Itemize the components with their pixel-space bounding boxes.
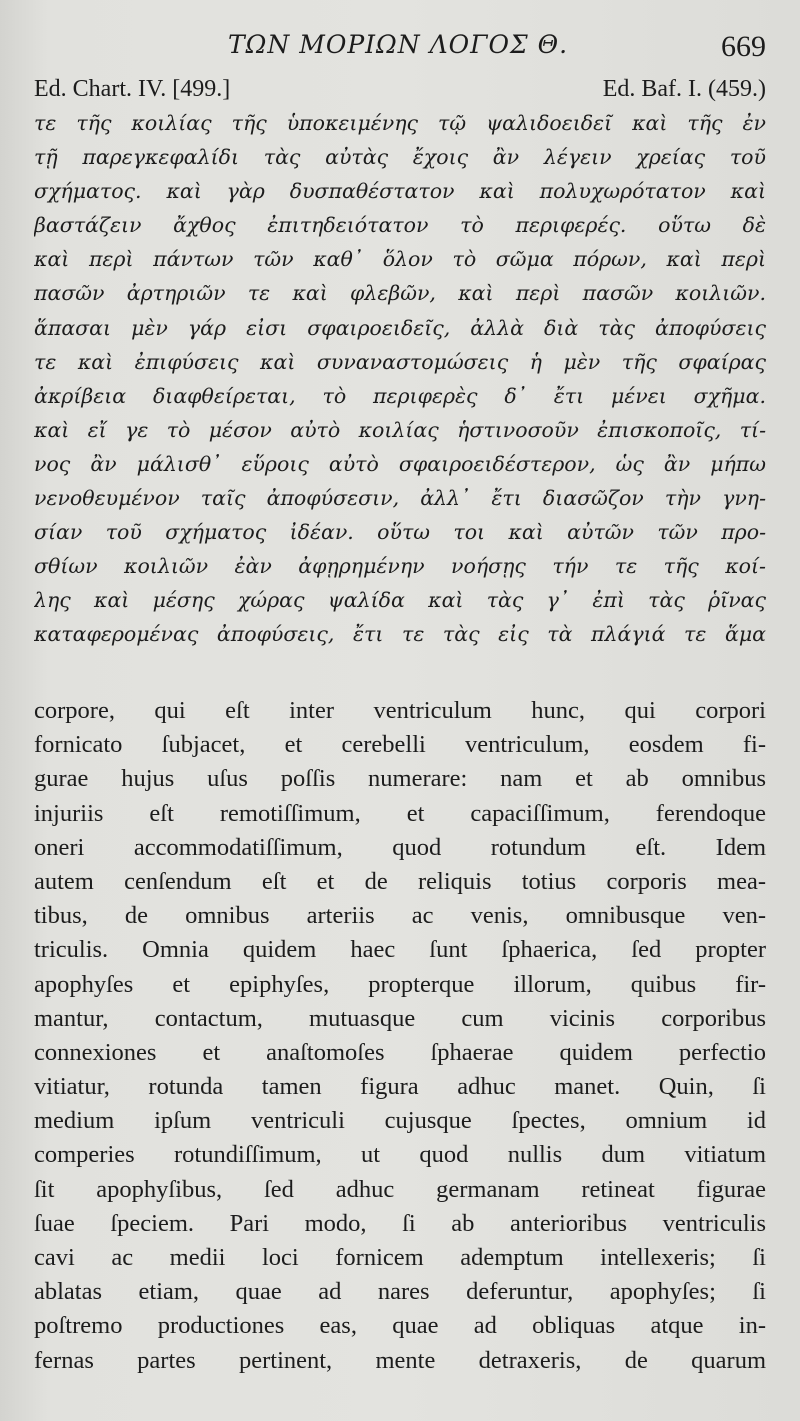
latin-line: corpore, qui eſt inter ventriculum hunc, qui corpori	[34, 697, 766, 724]
latin-line: medium ipſum ventriculi cujusque ſpectes, omnium id	[34, 1107, 766, 1135]
latin-line: connexiones et anaſtomoſes ſphaerae quidem perfectio	[34, 1038, 766, 1066]
latin-text-block	[34, 694, 766, 1378]
latin-line: gurae hujus uſus poſſis numerare: nam et ab omnibus	[34, 765, 766, 793]
edition-reference-basel: Ed. Baf. I. (459.)	[602, 76, 766, 102]
greek-line: σίαν τοῦ σχήματος ἰδέαν. οὕτω τοι καὶ αὐτῶν τῶν προ-	[34, 520, 766, 545]
greek-line: νενοθευμένον ταῖς ἀποφύσεσιν, ἀλλ᾽ ἔτι διασῶζον τὴν γνη-	[34, 486, 766, 511]
edition-reference-chartier: Ed. Chart. IV. [499.]	[34, 76, 231, 102]
greek-line: τῇ παρεγκεφαλίδι τὰς αὐτὰς ἔχοις ἂν λέγειν χρείας τοῦ	[34, 145, 766, 170]
latin-line: fernas partes pertinent, mente detraxeris, de quarum	[34, 1346, 766, 1374]
greek-line: βαστάζειν ἄχθος ἐπιτηδειότατον τὸ περιφερές. οὕτω δὲ	[34, 213, 766, 238]
latin-line: ſit apophyſibus, ſed adhuc germanam retineat figurae	[34, 1175, 766, 1203]
greek-line: λης καὶ μέσης χώρας ψαλίδα καὶ τὰς γ᾽ ἐπὶ τὰς ῥῖνας	[34, 588, 766, 613]
page-header	[0, 28, 800, 68]
latin-line: ſuae ſpeciem. Pari modo, ſi ab anterioribus ventriculis	[34, 1209, 766, 1237]
latin-line: comperies rotundiſſimum, ut quod nullis dum vitiatum	[34, 1141, 766, 1169]
latin-line: ablatas etiam, quae ad nares deferuntur, apophyſes; ſi	[34, 1278, 766, 1306]
greek-line: ἅπασαι μὲν γάρ εἰσι σφαιροειδεῖς, ἀλλὰ διὰ τὰς ἀποφύσεις	[34, 315, 766, 340]
page-number: 669	[721, 30, 766, 63]
latin-line: cavi ac medii loci fornicem ademptum intellexeris; ſi	[34, 1244, 766, 1271]
latin-line: oneri accommodatiſſimum, quod rotundum eſt. Idem	[34, 833, 766, 861]
greek-line: τε τῆς κοιλίας τῆς ὑποκειμένης τῷ ψαλιδοειδεῖ καὶ τῆς ἐν	[34, 111, 766, 135]
greek-text-block	[34, 106, 766, 652]
latin-line: fornicato ſubjacet, et cerebelli ventriculum, eosdem fi-	[34, 731, 766, 759]
running-title: ΤΩΝ ΜΟΡΙΩΝ ΛΟΓΟΣ Θ.	[228, 30, 569, 59]
greek-line: νος ἂν μάλισθ᾽ εὕροις αὐτὸ σφαιροειδέστερον, ὡς ἂν μήπω	[34, 451, 766, 476]
latin-line: poſtremo productiones eas, quae ad obliquas atque in-	[34, 1312, 766, 1340]
edition-references	[34, 76, 766, 106]
latin-line: vitiatur, rotunda tamen figura adhuc manet. Quin, ſi	[34, 1073, 766, 1101]
latin-line: mantur, contactum, mutuasque cum vicinis corporibus	[34, 1004, 766, 1032]
greek-line: τε καὶ ἐπιφύσεις καὶ συναναστομώσεις ἡ μὲν τῆς σφαίρας	[34, 349, 766, 374]
greek-line: καὶ περὶ πάντων τῶν καθ᾽ ὅλον τὸ σῶμα πόρων, καὶ περὶ	[34, 247, 766, 272]
latin-line: apophyſes et epiphyſes, propterque illorum, quibus fir-	[34, 970, 766, 998]
greek-line: σχήματος. καὶ γὰρ δυσπαθέστατον καὶ πολυχωρότατον καὶ	[34, 179, 766, 204]
latin-line: injuriis eſt remotiſſimum, et capaciſſimum, ferendoque	[34, 799, 766, 827]
greek-line: ἀκρίβεια διαφθείρεται, τὸ περιφερὲς δ᾽ ἔτι μένει σχῆμα.	[34, 383, 766, 408]
greek-line: καὶ εἴ γε τὸ μέσον αὐτὸ κοιλίας ἡστινοσοῦν ἐπισκοποῖς, τί-	[34, 417, 766, 442]
latin-line: tibus, de omnibus arteriis ac venis, omnibusque ven-	[34, 902, 766, 930]
greek-line: πασῶν ἀρτηριῶν τε καὶ φλεβῶν, καὶ περὶ πασῶν κοιλιῶν.	[34, 281, 766, 306]
greek-line: καταφερομένας ἀποφύσεις, ἔτι τε τὰς εἰς τὰ πλάγιά τε ἅμα	[34, 622, 766, 647]
greek-line: σθίων κοιλιῶν ἐὰν ἀφῃρημένην νοήσῃς τήν τε τῆς κοί-	[34, 554, 766, 579]
latin-line: autem cenſendum eſt et de reliquis totius corporis mea-	[34, 867, 766, 895]
latin-line: triculis. Omnia quidem haec ſunt ſphaerica, ſed propter	[34, 936, 766, 964]
